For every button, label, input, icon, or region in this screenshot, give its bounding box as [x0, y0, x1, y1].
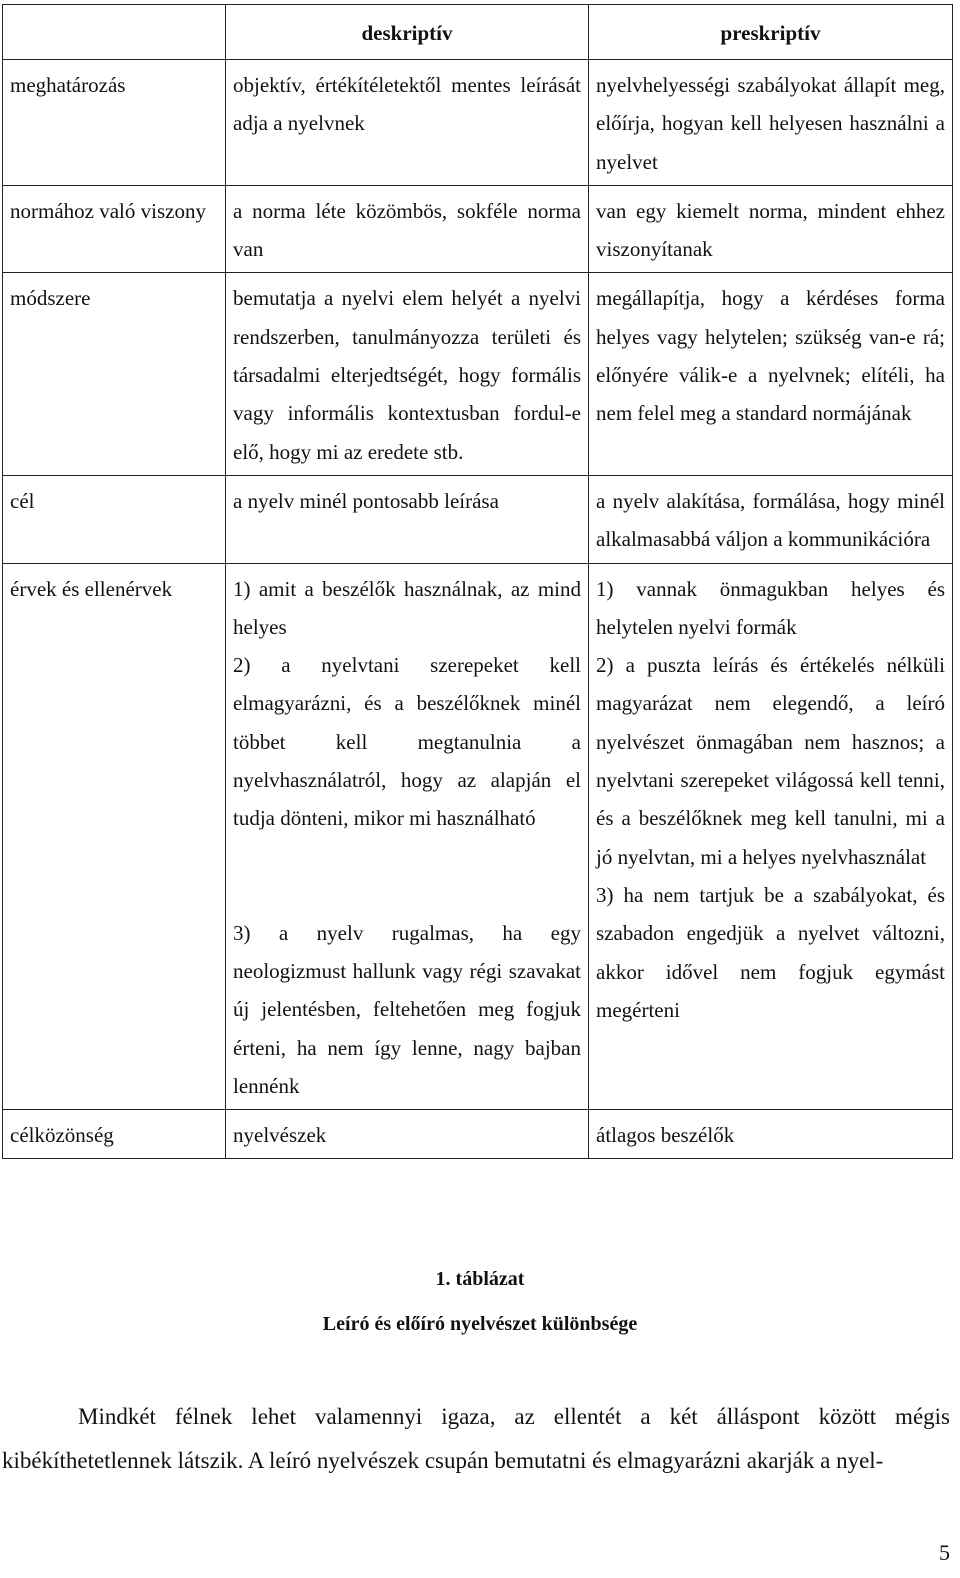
page-number: 5 [939, 1540, 950, 1565]
table-header-row [3, 5, 953, 60]
table-row [3, 1110, 953, 1159]
prescriptive-cell: a nyelv alakítása, formálása, hogy minél alkalmasabbá váljon a kommunikációra [589, 475, 953, 563]
row-label: érvek és ellenérvek [3, 563, 226, 1110]
row-label: cél [3, 475, 226, 563]
header-empty-cell [3, 5, 226, 60]
prescriptive-cell: átlagos beszélők [589, 1110, 953, 1159]
table-row [3, 185, 953, 273]
prescriptive-cell [589, 563, 953, 1110]
argument-item: 1) vannak önmagukban helyes és helytelen nyelvi formák [596, 576, 945, 639]
descriptive-cell: objektív, értékítéletektől mentes leírását adja a nyelvnek [226, 60, 589, 186]
descriptive-cell: a norma léte közömbös, sokféle norma van [226, 185, 589, 273]
table-row [3, 60, 953, 186]
row-label: normához való viszony [3, 185, 226, 273]
table-caption-number: 1. táblázat [435, 1268, 525, 1290]
table-row [3, 563, 953, 1110]
argument-item: 2) a puszta leírás és értékelés nélküli magyarázat nem elegendő, a leíró nyelvészet önmagában nem hasznos; a nyelvtani szerepeket világossá kell tenni, és a beszélőknek meg kell tanulni, mi a jó nyelvtan, mi a helyes nyelvhasználat [596, 653, 945, 869]
descriptive-cell [226, 563, 589, 1110]
table-row [3, 475, 953, 563]
header-prescriptive: preskriptív [589, 5, 953, 60]
argument-item: 3) ha nem tartjuk be a szabályokat, és szabadon engedjük a nyelvet változni, akkor idővel nem fogjuk egymást megérteni [596, 882, 945, 1022]
argument-item: 2) a nyelvtani szerepeket kell elmagyarázni, és a beszélőknek minél többet kell megtanulnia a nyelvhasználatról, hogy az alapján el tudja dönteni, mikor mi használható [233, 653, 581, 831]
prescriptive-cell: megállapítja, hogy a kérdéses forma helyes vagy helytelen; szükség van-e rá; előnyére válik-e a nyelvnek; elítéli, ha nem felel meg a standard normájának [589, 273, 953, 475]
table-row [3, 273, 953, 475]
descriptive-cell: a nyelv minél pontosabb leírása [226, 475, 589, 563]
row-label: meghatározás [3, 60, 226, 186]
argument-item: 3) a nyelv rugalmas, ha egy neologizmust hallunk vagy régi szavakat új jelentésben, feltehetően meg fogjuk érteni, ha nem így lenne, nagy bajban lennénk [233, 920, 581, 1098]
argument-item: 1) amit a beszélők használnak, az mind helyes [233, 576, 581, 639]
row-label: módszere [3, 273, 226, 475]
body-paragraph: Mindkét félnek lehet valamennyi igaza, az ellentét a két álláspont között mégis kibékíthetetlennek látszik. A leíró nyelvészek csupán bemutatni és elmagyarázni akarják a nyel- [2, 1404, 950, 1473]
argument-spacer [233, 838, 581, 914]
prescriptive-cell: van egy kiemelt norma, mindent ehhez viszonyítanak [589, 185, 953, 273]
row-label: célközönség [3, 1110, 226, 1159]
comparison-table [2, 4, 953, 1159]
table-caption-title: Leíró és előíró nyelvészet különbsége [322, 1313, 638, 1335]
descriptive-cell: bemutatja a nyelvi elem helyét a nyelvi rendszerben, tanulmányozza területi és társadalmi elterjedtségét, hogy formális vagy informális kontextusban fordul-e elő, hogy mi az eredete stb. [226, 273, 589, 475]
header-descriptive: deskriptív [226, 5, 589, 60]
prescriptive-cell: nyelvhelyességi szabályokat állapít meg, előírja, hogyan kell helyesen használni a nyelvet [589, 60, 953, 186]
descriptive-cell: nyelvészek [226, 1110, 589, 1159]
